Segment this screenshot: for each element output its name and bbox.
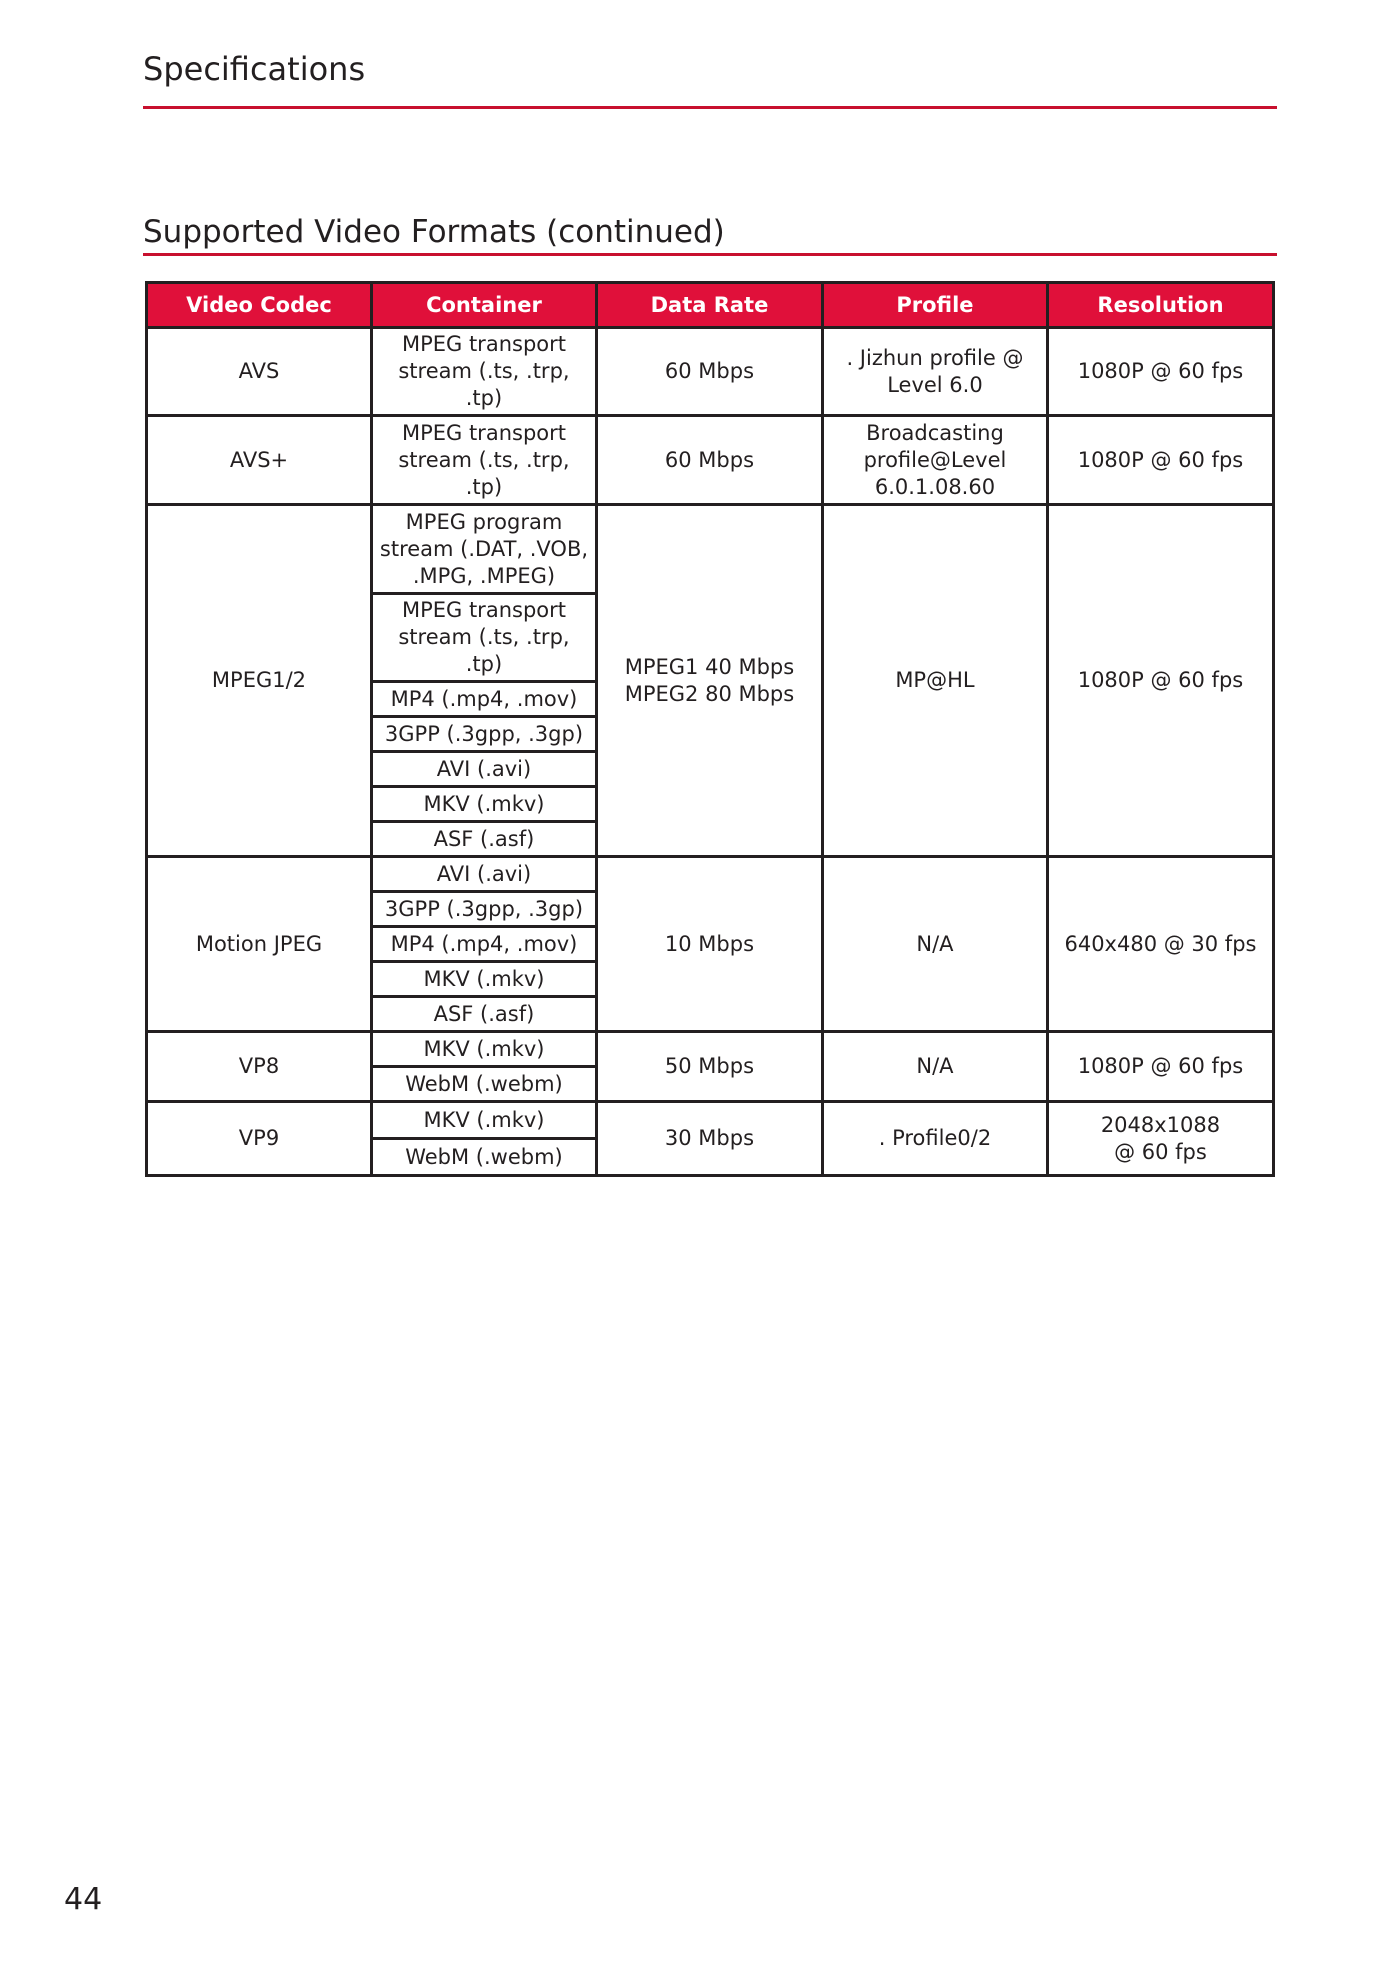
cell-line: MPEG transport (401, 420, 566, 445)
resolution-cell: 1080P @ 60 fps (1047, 328, 1273, 416)
section-divider (143, 253, 1277, 256)
profile-cell: . Profile0/2 (822, 1102, 1047, 1176)
data-rate-cell: 60 Mbps (596, 416, 822, 505)
container-cell (371, 328, 596, 416)
cell-line: stream (.DAT, .VOB, (379, 536, 589, 561)
container-cell: MKV (.mkv) (371, 1032, 596, 1067)
container-cell: 3GPP (.3gpp, .3gp) (371, 717, 596, 752)
container-cell: 3GPP (.3gpp, .3gp) (371, 892, 596, 927)
codec-cell: Motion JPEG (147, 857, 372, 1032)
resolution-cell: 1080P @ 60 fps (1047, 1032, 1273, 1102)
table-header-row (147, 283, 1274, 328)
table-row (147, 1102, 1274, 1139)
profile-cell: N/A (822, 857, 1047, 1032)
column-header-resolution: Resolution (1047, 283, 1273, 328)
cell-line: Level 6.0 (887, 372, 983, 397)
container-cell (371, 505, 596, 594)
profile-cell (822, 328, 1047, 416)
cell-line: 2048x1088 (1100, 1112, 1221, 1137)
profile-cell (822, 416, 1047, 505)
data-rate-cell (596, 505, 822, 857)
data-rate-cell: 30 Mbps (596, 1102, 822, 1176)
header-divider (143, 106, 1277, 109)
container-cell: MKV (.mkv) (371, 1102, 596, 1139)
cell-line: MPEG2 80 Mbps (624, 681, 795, 706)
profile-cell: MP@HL (822, 505, 1047, 857)
profile-cell: N/A (822, 1032, 1047, 1102)
page-header-title: Specifications (143, 50, 366, 88)
codec-cell: VP9 (147, 1102, 372, 1176)
codec-cell: MPEG1/2 (147, 505, 372, 857)
video-formats-table (145, 281, 1275, 1177)
cell-line: @ 60 fps (1114, 1139, 1207, 1164)
cell-line: .MPG, .MPEG) (412, 563, 556, 588)
page-number: 44 (64, 1882, 103, 1917)
container-cell: WebM (.webm) (371, 1139, 596, 1176)
container-cell: MP4 (.mp4, .mov) (371, 682, 596, 717)
container-cell: ASF (.asf) (371, 822, 596, 857)
resolution-cell (1047, 1102, 1273, 1176)
cell-line: MPEG1 40 Mbps (624, 654, 795, 679)
resolution-cell: 1080P @ 60 fps (1047, 505, 1273, 857)
codec-cell: VP8 (147, 1032, 372, 1102)
cell-line: Broadcasting (866, 420, 1004, 445)
column-header-profile: Profile (822, 283, 1047, 328)
cell-line: stream (.ts, .trp, .tp) (398, 447, 570, 499)
container-cell: AVI (.avi) (371, 752, 596, 787)
column-header-container: Container (371, 283, 596, 328)
cell-line: MPEG transport (401, 598, 566, 622)
container-cell: WebM (.webm) (371, 1067, 596, 1102)
column-header-video-codec: Video Codec (147, 283, 372, 328)
codec-cell: AVS+ (147, 416, 372, 505)
section-title: Supported Video Formats (continued) (143, 214, 725, 250)
data-rate-cell: 60 Mbps (596, 328, 822, 416)
container-cell: ASF (.asf) (371, 997, 596, 1032)
resolution-cell: 640x480 @ 30 fps (1047, 857, 1273, 1032)
resolution-cell: 1080P @ 60 fps (1047, 416, 1273, 505)
data-rate-cell: 50 Mbps (596, 1032, 822, 1102)
cell-line: MPEG program (405, 509, 563, 534)
cell-line: stream (.ts, .trp, .tp) (398, 359, 570, 410)
cell-line: MPEG transport (401, 332, 566, 356)
container-cell: MKV (.mkv) (371, 787, 596, 822)
container-cell (371, 594, 596, 682)
container-cell: AVI (.avi) (371, 857, 596, 892)
codec-cell: AVS (147, 328, 372, 416)
cell-line: stream (.ts, .trp, .tp) (398, 625, 570, 676)
table-row (147, 328, 1274, 416)
container-cell (371, 416, 596, 505)
column-header-data-rate: Data Rate (596, 283, 822, 328)
container-cell: MKV (.mkv) (371, 962, 596, 997)
cell-line: 6.0.1.08.60 (874, 474, 996, 499)
table-row (147, 505, 1274, 594)
table-row (147, 857, 1274, 892)
cell-line: profile@Level (863, 447, 1007, 472)
data-rate-cell: 10 Mbps (596, 857, 822, 1032)
container-cell: MP4 (.mp4, .mov) (371, 927, 596, 962)
cell-line: . Jizhun profile @ (846, 345, 1024, 370)
table-row (147, 1032, 1274, 1067)
table-row (147, 416, 1274, 505)
